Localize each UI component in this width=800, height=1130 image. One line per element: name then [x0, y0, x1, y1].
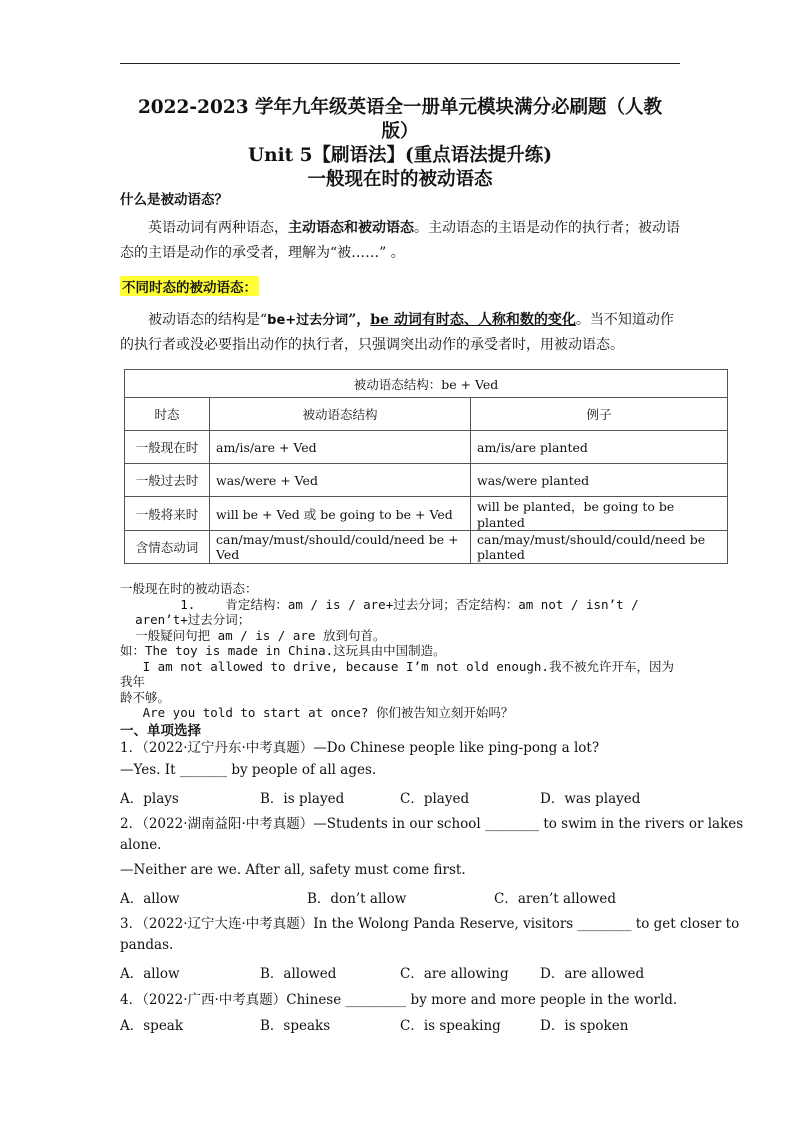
notes-line: 1. 肯定结构：am / is / are+过去分词；否定结构：am not / isn’t / [120, 596, 639, 612]
intro-heading: 什么是被动语态？ [120, 192, 228, 208]
header-structure: 被动语态结构 [210, 398, 471, 431]
cell-structure: can/may/must/should/could/need be + Ved [210, 531, 471, 564]
highlighted-section-label: 不同时态的被动语态： [120, 276, 259, 296]
structure-formula: be+过去分词 [267, 313, 349, 328]
question-2-stem: 2．（2022·湖南益阳·中考真题）—Students in our school ________ to swim in the rivers or lakes [120, 816, 744, 832]
table-caption: 被动语态结构：be + Ved [125, 370, 728, 398]
q2-option-a: A．allow [120, 891, 180, 907]
intro-paragraph [120, 216, 682, 266]
question-3-stem: 3．（2022·辽宁大连·中考真题）In the Wolong Panda Reserve, visitors ________ to get closer to [120, 916, 740, 932]
notes-line: 龄不够。 [120, 689, 171, 705]
cell-tense: 一般将来时 [125, 497, 210, 531]
q3-option-b: B．allowed [260, 966, 337, 982]
header-rule [120, 63, 680, 64]
title-line-4: 一般现在时的被动语态 [307, 169, 493, 190]
q2-option-b: B．don’t allow [307, 891, 407, 907]
cell-example: was/were planted [471, 464, 728, 497]
q4-option-d: D．is spoken [540, 1018, 629, 1034]
cell-tense: 含情态动词 [125, 531, 210, 564]
table-row [125, 497, 728, 531]
title-line-2: 版） [381, 121, 419, 142]
notes-line: 一般现在时的被动语态： [120, 581, 258, 596]
table-row [125, 431, 728, 464]
table-header-row [125, 398, 728, 431]
notes-line: 如：The toy is made in China.这玩具由中国制造。 [120, 643, 446, 658]
question-1-stem: 1．（2022·辽宁丹东·中考真题）—Do Chinese people like ping-pong a lot? [120, 740, 600, 756]
cell-example: am/is/are planted [471, 431, 728, 464]
q1-option-d: D．was played [540, 791, 641, 807]
document-title [120, 96, 680, 192]
q3-option-a: A．allow [120, 966, 180, 982]
section-title: 一、单项选择 [120, 723, 201, 739]
q4-option-a: A．speak [120, 1018, 184, 1034]
q1-option-b: B．is played [260, 791, 345, 807]
notes-line: 一般疑问句把 am / is / are 放到句首。 [120, 627, 386, 643]
q3-option-c: C．are allowing [400, 966, 509, 982]
question-2-stem-3: —Neither are we. After all, safety must come first. [120, 862, 466, 878]
title-line-3: Unit 5【刷语法】(重点语法提升练) [248, 145, 552, 166]
table-row [125, 531, 728, 564]
table-row [125, 464, 728, 497]
question-3-stem-2: pandas. [120, 937, 174, 953]
intro-text-bold: 主动语态和被动语态 [288, 220, 414, 236]
cell-tense: 一般现在时 [125, 431, 210, 464]
intro-text-c: 。主动语态的主语是动作的执行者；被动语态的主语是动作的承受者，理解为“被……” 。 [120, 220, 680, 261]
structure-text-c: ”， [348, 312, 371, 328]
structure-text-e: 。当不知道动作的执行者或没必要指出动作的执行者，只强调突出动作的承受者时，用被动语态。 [120, 312, 674, 353]
structure-paragraph [120, 308, 682, 358]
cell-structure: will be + Ved 或 be going to be + Ved [210, 497, 471, 531]
q1-option-c: C．played [400, 791, 470, 807]
structure-underlined: be 动词有时态、人称和数的变化 [370, 312, 576, 328]
q4-option-b: B．speaks [260, 1018, 331, 1034]
cell-example: can/may/must/should/could/need be planted [471, 531, 728, 564]
table-caption-row [125, 370, 728, 398]
q1-option-a: A．plays [120, 791, 179, 807]
q3-option-d: D．are allowed [540, 966, 645, 982]
cell-tense: 一般过去时 [125, 464, 210, 497]
passive-voice-table [124, 369, 728, 564]
question-4-stem: 4．（2022·广西·中考真题）Chinese _________ by more and more people in the world. [120, 992, 678, 1008]
cell-example: will be planted，be going to be planted [471, 497, 728, 531]
q2-option-c: C．aren’t allowed [494, 891, 617, 907]
notes-line: I am not allowed to drive, because I’m not old enough.我不被允许开车，因为我年 [120, 658, 674, 689]
intro-text-a: 英语动词有两种语态， [148, 220, 288, 236]
question-1-stem-2: —Yes. It _______ by people of all ages. [120, 762, 377, 778]
grammar-notes [120, 581, 685, 721]
title-line-1: 2022-2023 学年九年级英语全一册单元模块满分必刷题（人教 [137, 97, 663, 118]
header-tense: 时态 [125, 398, 210, 431]
header-example: 例子 [471, 398, 728, 431]
question-2-stem-2: alone. [120, 837, 162, 853]
structure-text-a: 被动语态的结构是“ [148, 312, 268, 328]
cell-structure: was/were + Ved [210, 464, 471, 497]
notes-line: Are you told to start at once? 你们被告知立刻开始吗？ [120, 705, 514, 720]
cell-structure: am/is/are + Ved [210, 431, 471, 464]
q4-option-c: C．is speaking [400, 1018, 501, 1034]
notes-line: aren’t+过去分词； [120, 612, 251, 627]
